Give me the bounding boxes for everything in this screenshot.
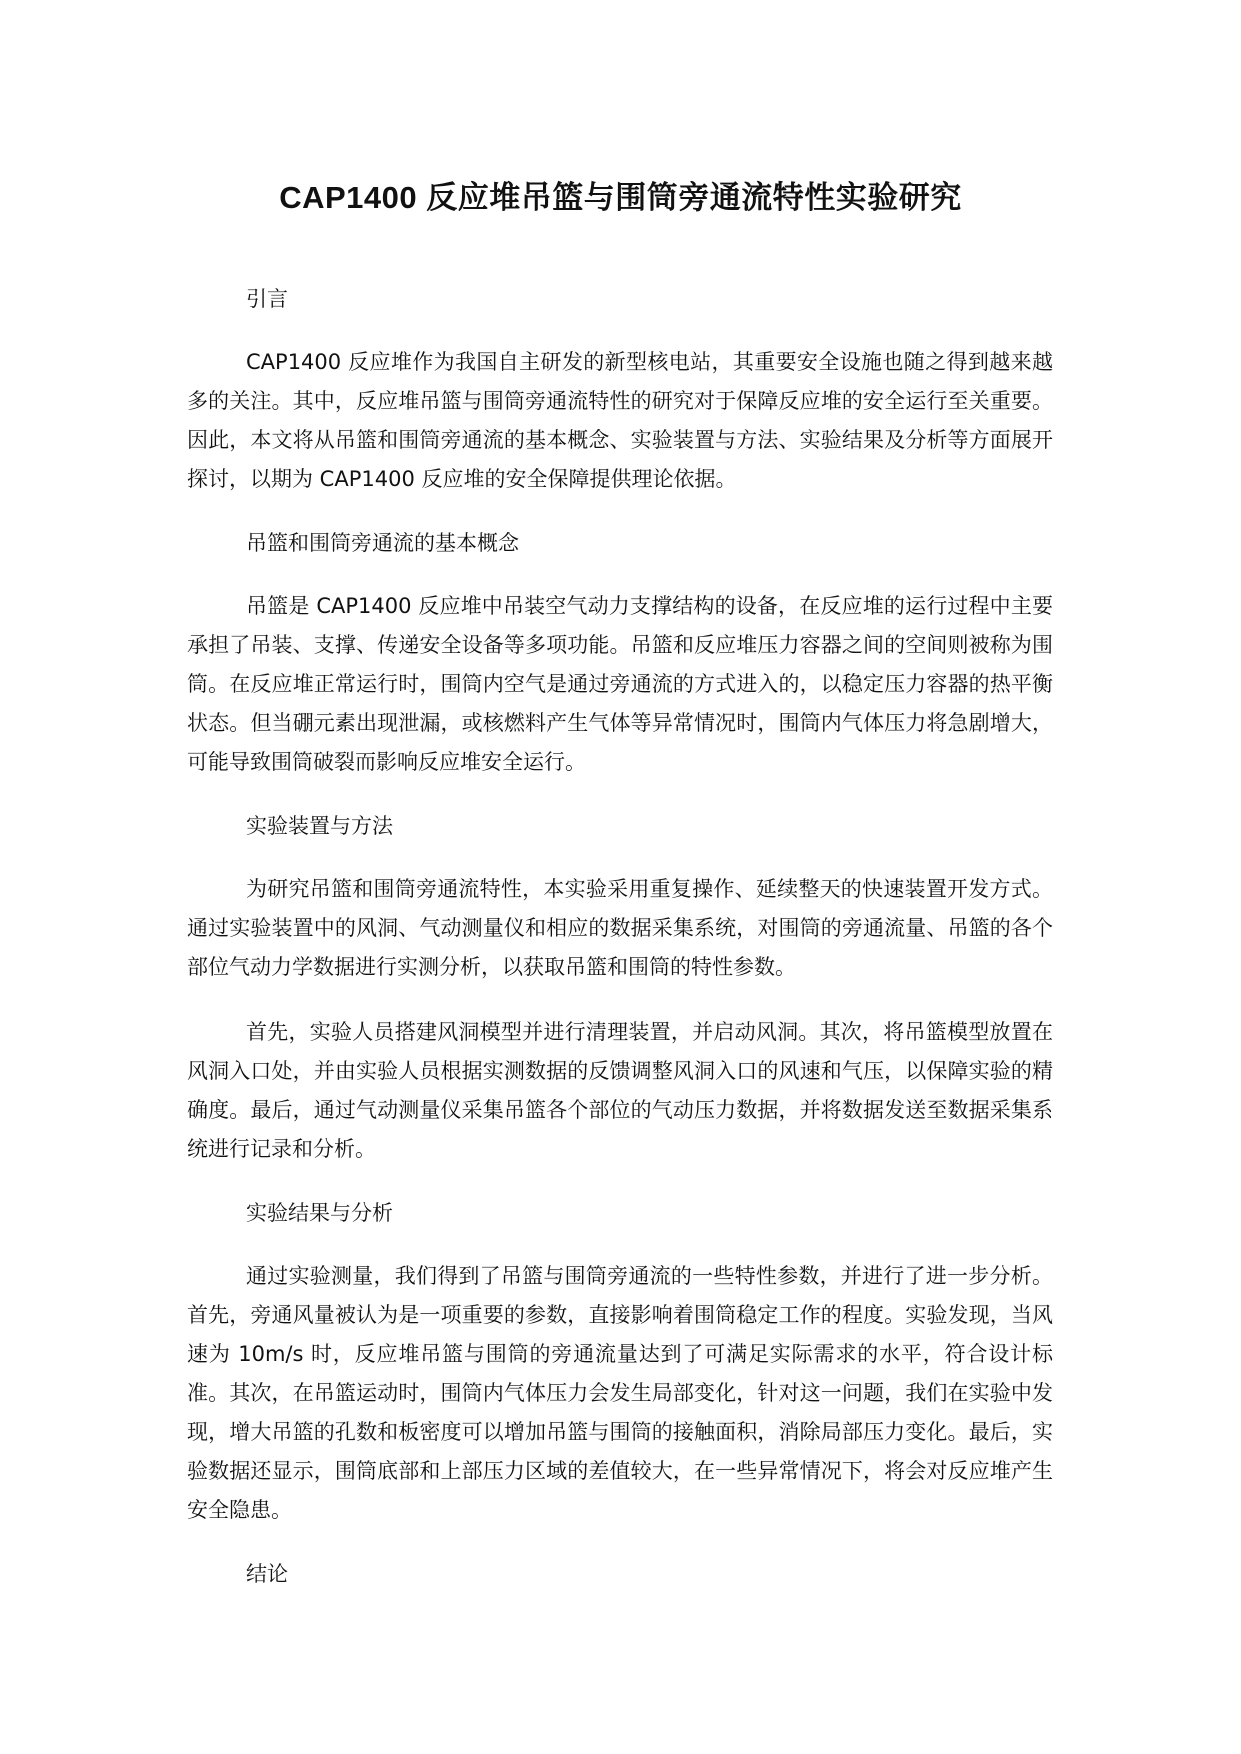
section-heading-results-analysis: 实验结果与分析 [246, 1201, 393, 1225]
section-heading-introduction: 引言 [246, 287, 288, 311]
document-title: CAP1400 反应堆吊篮与围筒旁通流特性实验研究 [279, 180, 962, 215]
section-heading-conclusion: 结论 [246, 1562, 288, 1586]
section-heading-apparatus-methods: 实验装置与方法 [246, 814, 393, 838]
document-body [187, 281, 1053, 1618]
section-heading-basic-concepts: 吊篮和围筒旁通流的基本概念 [246, 531, 519, 555]
paragraph-basic-concepts: 吊篮是 CAP1400 反应堆中吊装空气动力支撑结构的设备，在反应堆的运行过程中主要承担了吊装、支撑、传递安全设备等多项功能。吊篮和反应堆压力容器之间的空间则被称为围筒。在反应堆正常运行时，围筒内空气是通过旁通流的方式进入的，以稳定压力容器的热平衡状态。但当硼元素出现泄漏，或核燃料产生气体等异常情况时，围筒内气体压力将急剧增大，可能导致围筒破裂而影响反应堆安全运行。 [187, 594, 1053, 774]
paragraph-introduction: CAP1400 反应堆作为我国自主研发的新型核电站，其重要安全设施也随之得到越来越多的关注。其中，反应堆吊篮与围筒旁通流特性的研究对于保障反应堆的安全运行至关重要。因此，本文将从吊篮和围筒旁通流的基本概念、实验装置与方法、实验结果及分析等方面展开探讨，以期为 CAP1400 反应堆的安全保障提供理论依据。 [187, 350, 1053, 491]
paragraph-apparatus: 为研究吊篮和围筒旁通流特性，本实验采用重复操作、延续整天的快速装置开发方式。通过实验装置中的风洞、气动测量仪和相应的数据采集系统，对围筒的旁通流量、吊篮的各个部位气动力学数据进行实测分析，以获取吊篮和围筒的特性参数。 [187, 877, 1053, 979]
paragraph-results: 通过实验测量，我们得到了吊篮与围筒旁通流的一些特性参数，并进行了进一步分析。首先，旁通风量被认为是一项重要的参数，直接影响着围筒稳定工作的程度。实验发现，当风速为 10m/s 时，反应堆吊篮与围筒的旁通流量达到了可满足实际需求的水平，符合设计标准。其次，在吊篮运动时，围筒内气体压力会发生局部变化，针对这一问题，我们在实验中发现，增大吊篮的孔数和板密度可以增加吊篮与围筒的接触面积，消除局部压力变化。最后，实验数据还显示，围筒底部和上部压力区域的差值较大，在一些异常情况下，将会对反应堆产生安全隐患。 [187, 1264, 1053, 1522]
paragraph-procedure: 首先，实验人员搭建风洞模型并进行清理装置，并启动风洞。其次，将吊篮模型放置在风洞入口处，并由实验人员根据实测数据的反馈调整风洞入口的风速和气压，以保障实验的精确度。最后，通过气动测量仪采集吊篮各个部位的气动压力数据，并将数据发送至数据采集系统进行记录和分析。 [187, 1020, 1053, 1161]
